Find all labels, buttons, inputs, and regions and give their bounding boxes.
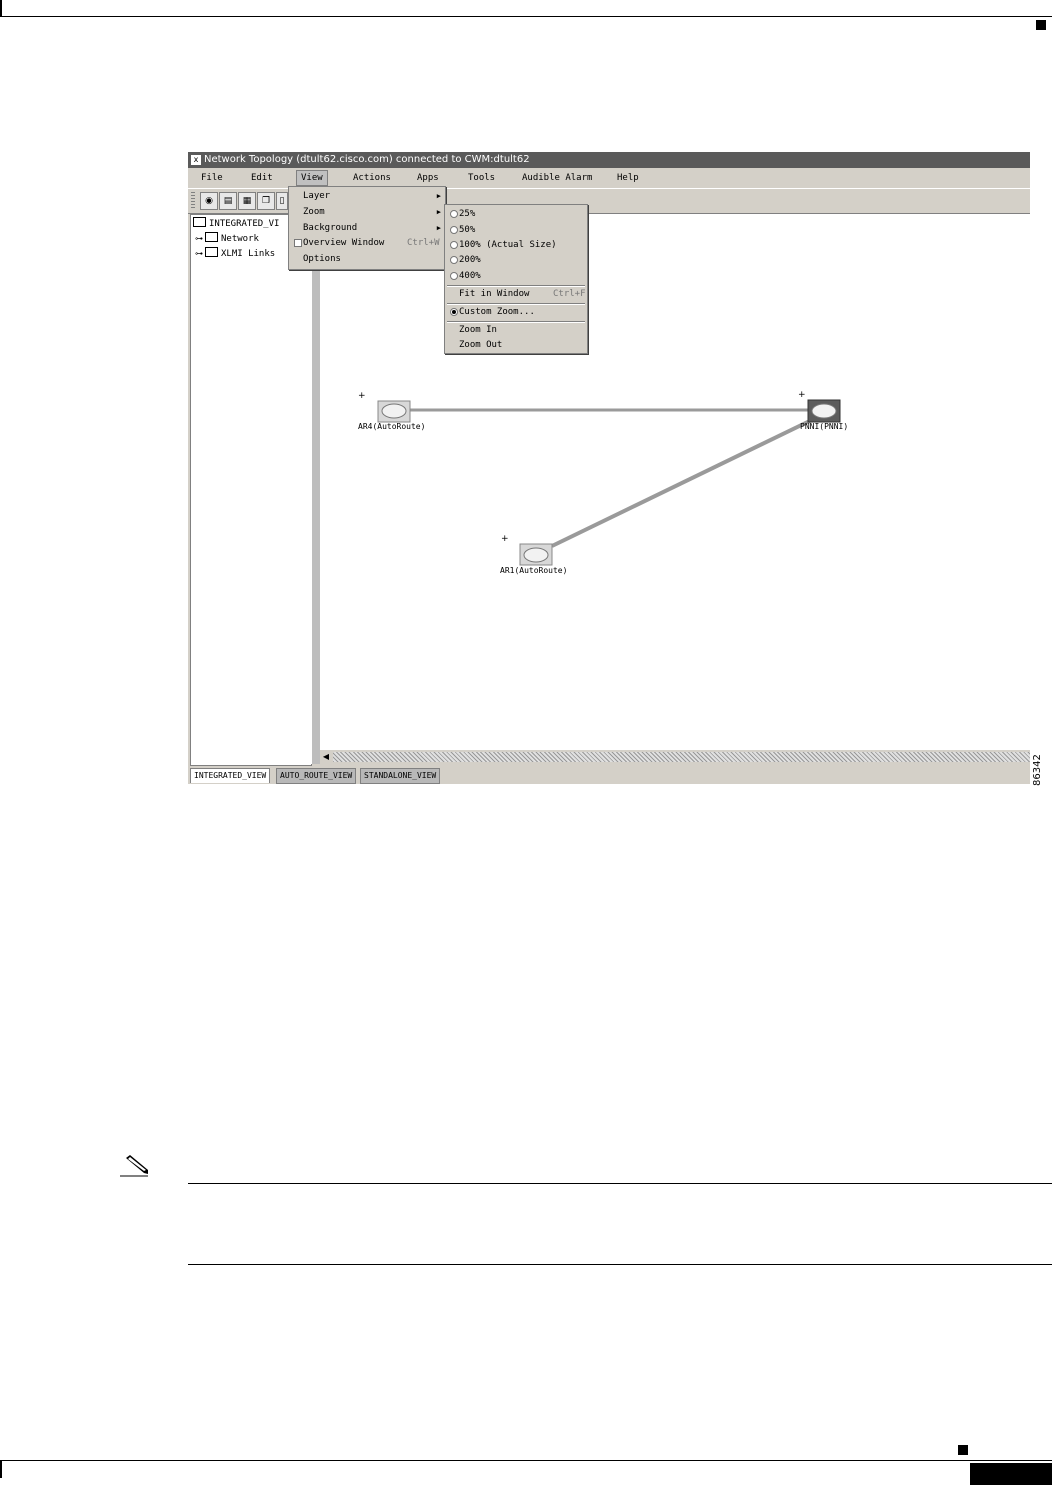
menu-view[interactable]: View xyxy=(296,170,328,186)
menu-item-label: Zoom In xyxy=(459,325,497,335)
radio-icon xyxy=(450,210,458,218)
view-icon[interactable]: ◉ xyxy=(200,192,218,210)
copy-icon[interactable]: ❐ xyxy=(257,192,275,210)
footer-bar xyxy=(0,1460,2,1478)
node-marker: + xyxy=(798,390,806,400)
page-number-tab xyxy=(970,1463,1052,1485)
config-icon[interactable]: ▦ xyxy=(238,192,256,210)
tree-item-xlmi-links[interactable] xyxy=(195,247,275,260)
menu-item-label: 25% xyxy=(459,209,476,219)
menu-item-label: Layer xyxy=(303,191,331,201)
view-tabs xyxy=(188,766,1030,784)
header-marker xyxy=(1036,20,1046,30)
menu-apps[interactable]: Apps xyxy=(417,173,439,183)
radio-selected-icon xyxy=(450,308,458,316)
menu-actions[interactable]: Actions xyxy=(353,173,391,183)
radio-icon xyxy=(450,256,458,264)
menu-item-label: Overview Window xyxy=(303,238,385,248)
document-icon[interactable]: ▯ xyxy=(276,192,288,210)
menu-tools[interactable]: Tools xyxy=(468,173,496,183)
topology-canvas[interactable] xyxy=(320,214,1030,750)
expand-icon[interactable]: ⊶ xyxy=(195,234,203,243)
menu-file[interactable]: File xyxy=(201,173,223,183)
tab-auto-route-view[interactable]: AUTO_ROUTE_VIEW xyxy=(276,768,356,784)
link-ar1-pnni[interactable] xyxy=(552,416,820,546)
note-rule-top xyxy=(188,1183,1052,1184)
submenu-arrow-icon: ▶ xyxy=(436,192,441,200)
menu-item-label: Zoom xyxy=(303,207,325,217)
header-rule xyxy=(0,16,1052,17)
zoom-menu xyxy=(444,204,588,354)
scroll-track[interactable] xyxy=(333,752,1030,762)
radio-icon xyxy=(450,226,458,234)
tab-standalone-view[interactable]: STANDALONE_VIEW xyxy=(360,768,440,784)
submenu-arrow-icon: ▶ xyxy=(436,224,441,232)
node-label-pnni: PNNI(PNNI) xyxy=(800,422,849,431)
node-stats-icon[interactable]: ▤ xyxy=(219,192,237,210)
menu-item-label: Background xyxy=(303,223,358,233)
menu-item-label: Custom Zoom... xyxy=(459,307,535,317)
menu-item-label: Options xyxy=(303,254,341,264)
node-ar4[interactable] xyxy=(378,401,410,422)
radio-icon xyxy=(450,241,458,249)
figure-number-text: 86342 xyxy=(1032,754,1043,786)
title-bar xyxy=(188,152,1030,168)
toolbar-grip[interactable] xyxy=(191,192,195,210)
topology-graph xyxy=(320,214,1030,750)
menu-edit[interactable]: Edit xyxy=(251,173,273,183)
menu-item-label: Zoom Out xyxy=(459,340,503,350)
footer-marker xyxy=(958,1445,968,1455)
view-menu xyxy=(288,186,446,270)
menu-item-label: 100% (Actual Size) xyxy=(459,240,557,250)
submenu-arrow-icon: ▶ xyxy=(436,208,441,216)
menu-audible-alarm[interactable]: Audible Alarm xyxy=(522,173,593,183)
radio-icon xyxy=(450,272,458,280)
menu-shortcut: Ctrl+F xyxy=(553,289,586,299)
node-marker: + xyxy=(358,391,366,401)
tree-root[interactable] xyxy=(193,217,279,230)
note-rule-bottom xyxy=(188,1264,1052,1265)
node-marker: + xyxy=(501,534,509,544)
menu-item-label: 50% xyxy=(459,225,476,235)
menu-help[interactable]: Help xyxy=(617,173,639,183)
network-topology-window xyxy=(188,152,1030,784)
menu-item-label: Fit in Window xyxy=(459,289,530,299)
scroll-left-icon[interactable]: ◀ xyxy=(322,752,330,761)
menu-shortcut: Ctrl+W xyxy=(407,238,440,248)
menu-item-label: 400% xyxy=(459,271,481,281)
node-label-ar4: AR4(AutoRoute) xyxy=(358,422,426,431)
menu-bar xyxy=(188,169,1030,187)
node-pnni[interactable] xyxy=(808,400,840,422)
menu-item-label: 200% xyxy=(459,255,481,265)
folder-icon xyxy=(205,232,218,242)
figure-number xyxy=(1030,752,1046,786)
folder-icon xyxy=(205,247,218,257)
tab-integrated-view[interactable]: INTEGRATED_VIEW xyxy=(190,768,270,783)
node-ar1[interactable] xyxy=(520,544,552,565)
page-header-bar xyxy=(0,0,2,16)
node-label-ar1: AR1(AutoRoute) xyxy=(500,566,568,575)
tree-item-label: XLMI Links xyxy=(221,249,276,259)
tree-root-label: INTEGRATED_VI xyxy=(209,219,280,229)
app-icon: x xyxy=(191,155,201,165)
window-title: Network Topology (dtult62.cisco.com) connected to CWM:dtult62 xyxy=(204,154,530,165)
tree-item-label: Network xyxy=(221,234,259,244)
note-pencil-icon xyxy=(118,1152,158,1182)
expand-icon[interactable]: ⊶ xyxy=(195,249,203,258)
footer-rule xyxy=(0,1460,1052,1461)
checkbox-icon xyxy=(294,239,302,247)
tree-item-network[interactable] xyxy=(195,232,259,245)
topology-tree xyxy=(190,214,312,766)
horizontal-scrollbar[interactable] xyxy=(320,750,1030,764)
folder-icon xyxy=(193,217,206,227)
